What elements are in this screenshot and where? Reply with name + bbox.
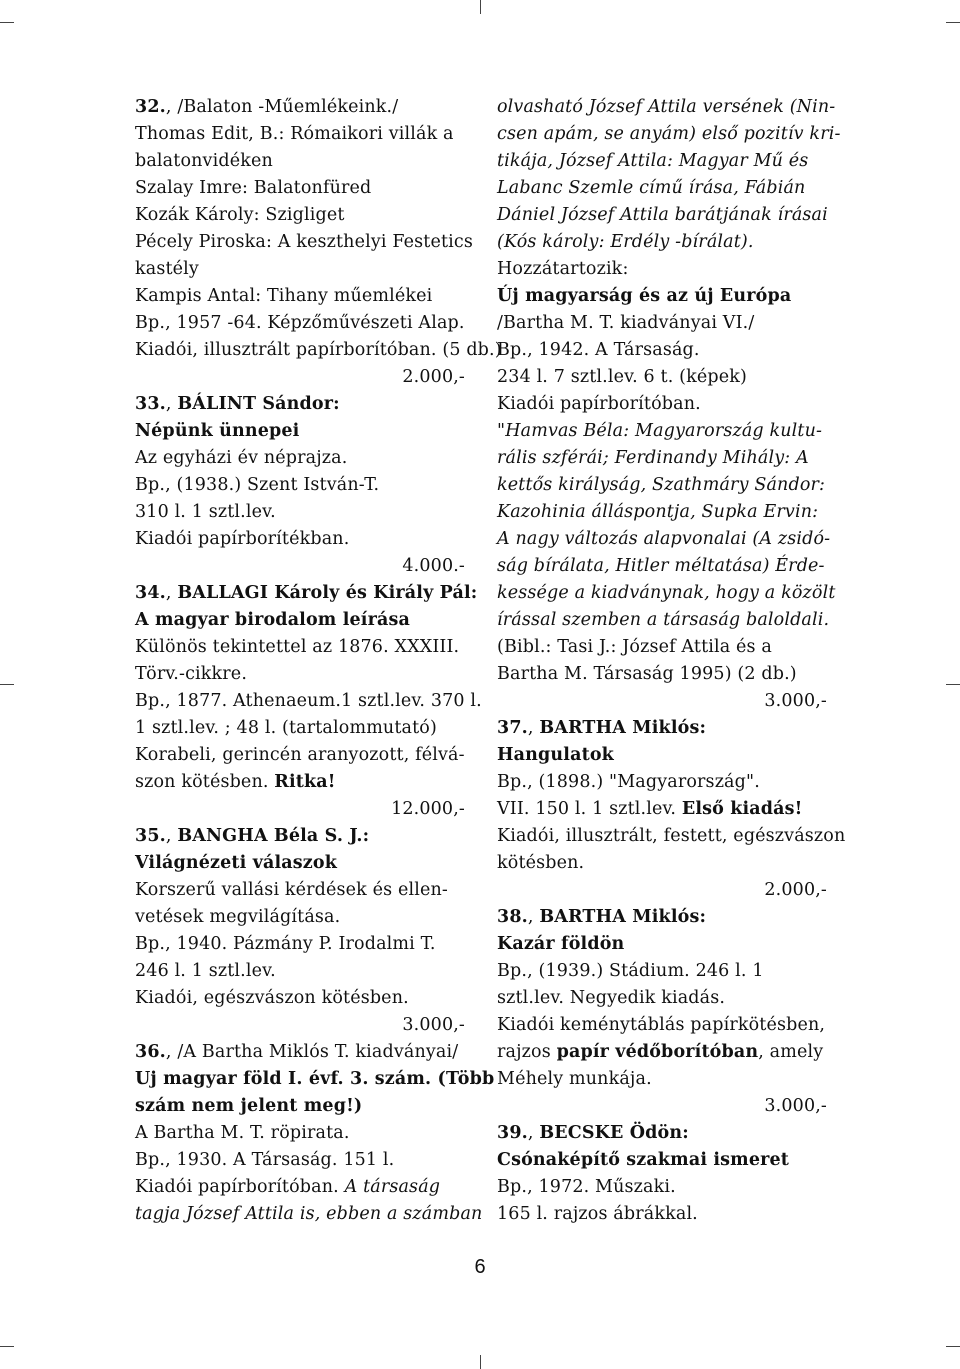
text-segment: Bp., 1940. Pázmány P. Irodalmi T. xyxy=(135,934,436,954)
text-line xyxy=(135,202,465,229)
text-segment: 38. xyxy=(497,907,528,927)
text-segment: rajzos xyxy=(497,1042,557,1062)
text-segment: Méhely munkája. xyxy=(497,1069,652,1089)
text-line xyxy=(497,634,827,661)
crop-mark xyxy=(946,22,960,23)
text-segment: , xyxy=(527,1123,540,1143)
text-segment: 234 l. 7 sztl.lev. 6 t. (képek) xyxy=(497,367,747,387)
crop-mark xyxy=(480,1355,481,1369)
text-segment: ság bírálata, Hitler méltatása) Érde- xyxy=(497,556,825,576)
text-segment: BECSKE Ödön: xyxy=(539,1123,689,1143)
crop-mark xyxy=(480,0,481,14)
text-segment: Kiadói papírborítóban. xyxy=(135,1177,345,1197)
text-line xyxy=(135,1147,465,1174)
text-segment: , xyxy=(165,583,178,603)
text-segment: Thomas Edit, B.: Rómaikori villák a xyxy=(135,124,454,144)
text-line xyxy=(135,850,465,877)
text-segment: Kiadói, egészvászon kötésben. xyxy=(135,988,409,1008)
text-line xyxy=(135,742,465,769)
text-line xyxy=(497,1039,827,1066)
text-segment: tagja József Attila is, ebben a számban xyxy=(135,1204,483,1224)
text-line xyxy=(135,256,465,283)
text-line xyxy=(497,283,827,310)
text-segment: BARTHA Miklós: xyxy=(539,718,707,738)
text-segment: 165 l. rajzos ábrákkal. xyxy=(497,1204,698,1224)
text-segment: 33. xyxy=(135,394,166,414)
text-segment: kettős királyság, Szathmáry Sándor: xyxy=(497,475,826,495)
text-segment: Kozák Károly: Szigliget xyxy=(135,205,345,225)
text-segment: Bp., 1942. A Társaság. xyxy=(497,340,700,360)
crop-mark xyxy=(0,684,14,685)
text-segment: Világnézeti válaszok xyxy=(135,853,337,873)
text-line xyxy=(497,202,827,229)
text-segment: tikája, József Attila: Magyar Mű és xyxy=(497,151,809,171)
text-line xyxy=(497,310,827,337)
text-segment: Első kiadás! xyxy=(681,799,803,819)
text-line xyxy=(135,769,465,796)
text-line xyxy=(497,1066,827,1093)
text-line xyxy=(497,580,836,607)
text-line xyxy=(135,688,482,715)
text-segment: "Hamvas Béla: Magyarország kultu- xyxy=(497,421,823,441)
text-line xyxy=(497,607,830,634)
text-segment: papír védőborítóban xyxy=(556,1042,759,1062)
text-line xyxy=(497,553,827,580)
text-line xyxy=(497,1012,827,1039)
text-line xyxy=(497,445,827,472)
text-line xyxy=(135,715,465,742)
text-segment: Szalay Imre: Balatonfüred xyxy=(135,178,372,198)
crop-mark xyxy=(946,1346,960,1347)
text-line xyxy=(135,1120,465,1147)
text-segment: Pécely Piroska: A keszthelyi Festetics xyxy=(135,232,473,252)
text-segment: Bp., 1972. Műszaki. xyxy=(497,1177,676,1197)
text-line xyxy=(497,499,827,526)
text-segment: Bp., (1939.) Stádium. 246 l. 1 xyxy=(497,961,764,981)
text-segment: Kazár földön xyxy=(497,934,625,954)
text-segment: Hangulatok xyxy=(497,745,614,765)
text-segment: 3.000,- xyxy=(764,691,827,711)
text-segment: 4.000.- xyxy=(402,556,465,576)
text-segment: balatonvidéken xyxy=(135,151,273,171)
text-line xyxy=(135,445,465,472)
text-segment: 3.000,- xyxy=(402,1015,465,1035)
text-line xyxy=(497,715,827,742)
text-segment: Új magyarság és az új Európa xyxy=(497,286,792,306)
text-segment: Dániel József Attila barátjának írásai xyxy=(497,205,828,225)
text-segment: 35. xyxy=(135,826,166,846)
text-segment: kastély xyxy=(135,259,199,279)
text-line xyxy=(135,310,465,337)
text-line xyxy=(135,283,465,310)
text-line xyxy=(497,1120,827,1147)
text-segment: , xyxy=(527,718,540,738)
text-segment: vetések megvilágítása. xyxy=(135,907,341,927)
text-line xyxy=(497,796,827,823)
text-segment: Kiadói, illusztrált papírborítóban. (5 db.) xyxy=(135,340,502,360)
text-segment: 36. xyxy=(135,1042,166,1062)
text-segment: Bartha M. Társaság 1995) (2 db.) xyxy=(497,664,797,684)
text-segment: Kiadói keménytáblás papírkötésben, xyxy=(497,1015,826,1035)
text-segment: Különös tekintettel az 1876. XXXIII. xyxy=(135,637,460,657)
text-line xyxy=(135,607,465,634)
text-line xyxy=(497,391,827,418)
text-line xyxy=(497,337,827,364)
text-line xyxy=(497,931,827,958)
text-line xyxy=(497,472,827,499)
text-segment: Bp., 1957 -64. Képzőművészeti Alap. xyxy=(135,313,465,333)
text-segment: Kiadói papírborítékban. xyxy=(135,529,350,549)
text-segment: A Bartha M. T. röpirata. xyxy=(135,1123,350,1143)
crop-mark xyxy=(946,684,960,685)
text-line xyxy=(497,526,831,553)
text-segment: Az egyházi év néprajza. xyxy=(135,448,348,468)
text-segment: 310 l. 1 sztl.lev. xyxy=(135,502,276,522)
text-line xyxy=(135,985,465,1012)
text-segment: kötésben. xyxy=(497,853,585,873)
crop-mark xyxy=(0,1346,14,1347)
text-segment: , xyxy=(165,394,178,414)
text-line xyxy=(135,121,465,148)
text-line xyxy=(497,1201,827,1228)
text-line xyxy=(135,823,465,850)
price-line xyxy=(135,796,465,823)
text-line xyxy=(497,823,846,850)
text-segment: A társaság xyxy=(344,1177,441,1197)
price-line xyxy=(497,1093,827,1120)
text-segment: szon kötésben. xyxy=(135,772,275,792)
text-line xyxy=(497,364,827,391)
price-line xyxy=(135,553,465,580)
text-segment: 39. xyxy=(497,1123,528,1143)
text-line xyxy=(497,904,827,931)
text-line xyxy=(135,526,465,553)
text-segment: 246 l. 1 sztl.lev. xyxy=(135,961,276,981)
text-segment: Ritka! xyxy=(274,772,336,792)
text-line xyxy=(135,148,465,175)
text-segment: BARTHA Miklós: xyxy=(539,907,707,927)
text-segment: 2.000,- xyxy=(402,367,465,387)
text-line xyxy=(135,472,465,499)
text-segment: , xyxy=(527,907,540,927)
text-line xyxy=(135,877,465,904)
text-line xyxy=(135,661,465,688)
text-segment: Csónaképítő szakmai ismeret xyxy=(497,1150,789,1170)
price-line xyxy=(497,688,827,715)
text-segment: csen apám, se anyám) első pozitív kri- xyxy=(497,124,841,144)
page-number: 6 xyxy=(474,1256,486,1278)
text-segment: (Kós károly: Erdély -bírálat). xyxy=(497,232,754,252)
text-line xyxy=(497,148,827,175)
text-line xyxy=(497,418,827,445)
text-line xyxy=(497,1174,827,1201)
text-line xyxy=(135,904,465,931)
text-line xyxy=(135,1039,465,1066)
text-line xyxy=(135,229,473,256)
text-segment: sztl.lev. Negyedik kiadás. xyxy=(497,988,726,1008)
text-segment: , /A Bartha Miklós T. kiadványai/ xyxy=(165,1042,459,1062)
text-segment: Kiadói papírborítóban. xyxy=(497,394,701,414)
text-segment: /Bartha M. T. kiadványai VI./ xyxy=(497,313,755,333)
text-segment: Kampis Antal: Tihany műemlékei xyxy=(135,286,433,306)
text-line xyxy=(497,175,827,202)
text-segment: 3.000,- xyxy=(764,1096,827,1116)
text-line xyxy=(135,634,465,661)
text-line xyxy=(497,94,836,121)
text-segment: kessége a kiadványnak, hogy a közölt xyxy=(497,583,836,603)
text-segment: , xyxy=(165,826,178,846)
text-line xyxy=(497,769,827,796)
text-line xyxy=(497,985,827,1012)
text-segment: BALLAGI Károly és Király Pál: xyxy=(177,583,478,603)
text-line xyxy=(497,850,827,877)
text-line xyxy=(135,958,465,985)
text-line xyxy=(135,499,465,526)
text-segment: Uj magyar föld I. évf. 3. szám. (Több xyxy=(135,1069,495,1089)
text-line xyxy=(135,580,478,607)
text-line xyxy=(497,958,827,985)
text-segment: Korszerű vallási kérdések és ellen- xyxy=(135,880,448,900)
text-segment: Korabeli, gerincén aranyozott, félvá- xyxy=(135,745,465,765)
crop-mark xyxy=(0,22,14,23)
text-line xyxy=(135,1174,465,1201)
text-line xyxy=(135,931,465,958)
text-segment: Bp., (1938.) Szent István-T. xyxy=(135,475,380,495)
text-segment: 1 sztl.lev. ; 48 l. (tartalommutató) xyxy=(135,718,437,738)
text-segment: olvasható József Attila versének (Nin- xyxy=(497,97,836,117)
text-segment: 32. xyxy=(135,97,166,117)
text-segment: írással szemben a társaság baloldali. xyxy=(497,610,830,630)
text-segment: szám nem jelent meg!) xyxy=(135,1096,363,1116)
text-line xyxy=(497,121,841,148)
text-segment: VII. 150 l. 1 sztl.lev. xyxy=(497,799,682,819)
text-segment: 34. xyxy=(135,583,166,603)
text-line xyxy=(135,1066,495,1093)
text-segment: Kiadói, illusztrált, festett, egészvászon xyxy=(497,826,846,846)
text-line xyxy=(135,1093,465,1120)
text-segment: Kazohinia álláspontja, Supka Ervin: xyxy=(497,502,819,522)
text-segment: Bp., 1930. A Társaság. 151 l. xyxy=(135,1150,395,1170)
text-segment: , /Balaton -Műemlékeink./ xyxy=(165,97,399,117)
text-segment: (Bibl.: Tasi J.: József Attila és a xyxy=(497,637,772,657)
text-line xyxy=(135,337,502,364)
text-segment: 12.000,- xyxy=(391,799,465,819)
text-segment: Labanc Szemle című írása, Fábián xyxy=(497,178,806,198)
text-segment: Törv.-cikkre. xyxy=(135,664,248,684)
text-segment: rális szférái; Ferdinandy Mihály: A xyxy=(497,448,809,468)
text-segment: Hozzátartozik: xyxy=(497,259,629,279)
text-line xyxy=(135,1201,483,1228)
text-segment: Bp., (1898.) "Magyarország". xyxy=(497,772,760,792)
text-segment: BÁLINT Sándor: xyxy=(177,394,340,414)
left-column xyxy=(135,94,502,1228)
text-line xyxy=(135,94,465,121)
price-line xyxy=(497,877,827,904)
text-line xyxy=(497,1147,827,1174)
right-column xyxy=(497,94,846,1228)
price-line xyxy=(135,364,465,391)
text-line xyxy=(497,661,827,688)
text-line xyxy=(135,175,465,202)
price-line xyxy=(135,1012,465,1039)
text-line xyxy=(135,418,465,445)
text-line xyxy=(497,742,827,769)
text-line xyxy=(497,256,827,283)
text-segment: Bp., 1877. Athenaeum.1 sztl.lev. 370 l. xyxy=(135,691,482,711)
text-segment: A magyar birodalom leírása xyxy=(135,610,410,630)
text-segment: BANGHA Béla S. J.: xyxy=(177,826,370,846)
text-segment: 2.000,- xyxy=(764,880,827,900)
text-line xyxy=(497,229,827,256)
text-segment: , amely xyxy=(758,1042,824,1062)
text-segment: A nagy változás alapvonalai (A zsidó- xyxy=(497,529,831,549)
text-segment: Népünk ünnepei xyxy=(135,421,300,441)
text-segment: 37. xyxy=(497,718,528,738)
text-line xyxy=(135,391,465,418)
